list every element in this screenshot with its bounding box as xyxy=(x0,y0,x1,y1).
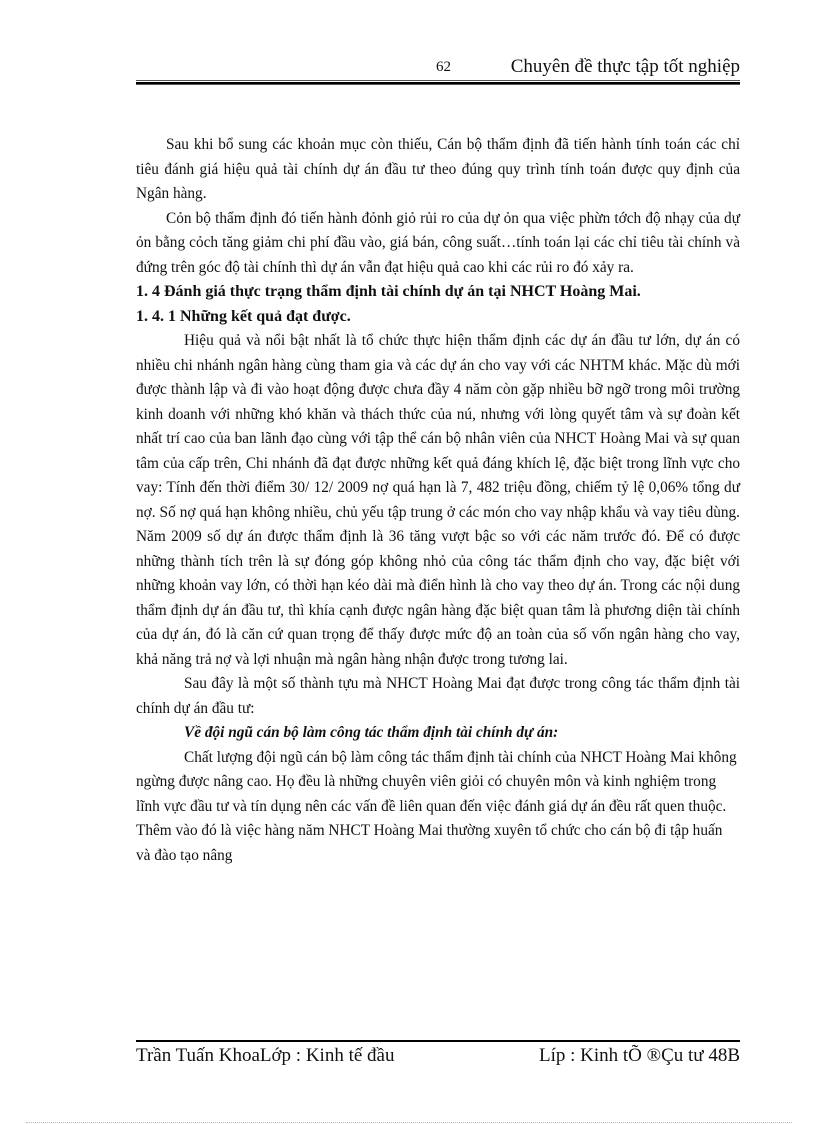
footer-class: Líp : Kinh tÕ ®Çu tư 48B xyxy=(538,1045,740,1066)
subsection-heading: 1. 4. 1 Những kết quả đạt được. xyxy=(136,307,351,325)
footer-author: Trần Tuấn KhoaLớp : Kinh tế đầu xyxy=(136,1045,395,1066)
paragraph: Hiệu quả và nổi bật nhất là tổ chức thực hiện thẩm định các dự án đầu tư lớn, dự án có nhiều chi nhánh ngân hàng cùng tham gia và các dự án cho vay với các NHTM khác. Mặc dù mới được thành lập và đi vào hoạt động được chưa đầy 4 năm còn gặp nhiều bỡ ngỡ trong môi trường kinh doanh với những khó khăn và thách thức của nú, nhưng với lòng quyết tâm và sự đoàn kết nhất trí cao của ban lãnh đạo cùng với tập thể cán bộ nhân viên của NHCT Hoàng Mai và sự quan tâm của cấp trên, Chi nhánh đã đạt được những kết quả đáng khích lệ, đặc biệt trong lĩnh vực cho vay: Tính đến thời điểm 30/ 12/ 2009 nợ quá hạn là 7, 482 triệu đồng, chiếm tỷ lệ 0,06% tổng dư nợ. Số nợ quá hạn không nhiều, chủ yếu tập trung ở các món cho vay nhập khẩu và vay tiêu dùng. Năm 2009 số dự án được thẩm định là 36 tăng vượt bậc so với các năm trước đó. Để có được những thành tích trên là sự đóng góp không nhỏ của công tác thẩm định cho vay, đặc biệt với những khoản vay lớn, có thời hạn kéo dài mà điển hình là cho vay theo dự án. Trong các nội dung thẩm định dự án đầu tư, thì khía cạnh được ngân hàng đặc biệt quan tâm là phương diện tài chính của dự án, đó là căn cứ quan trọng để thấy được mức độ an toàn của số vốn ngân hàng cho vay, khả năng trả nợ và lợi nhuận mà ngân hàng nhận được trong tương lai. xyxy=(136,332,740,668)
paragraph: Chất lượng đội ngũ cán bộ làm công tác thẩm định tài chính của NHCT Hoàng Mai không ngừng được nâng cao. Họ đều là những chuyên viên giỏi có chuyên môn và kinh nghiệm trong lĩnh vực đầu tư và tín dụng nên các vấn đề liên quan đến việc đánh giá dự án đều rất quen thuộc. Thêm vào đó là việc hàng năm NHCT Hoàng Mai thường xuyên tổ chức cho cán bộ đi tập huấn và đào tạo nâng xyxy=(136,748,737,864)
page-footer xyxy=(136,1045,740,1071)
footer-divider xyxy=(136,1040,740,1042)
section-heading: 1. 4 Đánh giá thực trạng thẩm định tài chính dự án tại NHCT Hoàng Mai. xyxy=(136,283,641,300)
page-header xyxy=(136,54,740,80)
paragraph: Cỏn bộ thẩm định đó tiến hành đỏnh giỏ rủi ro của dự ỏn qua việc phừn tớch độ nhạy của dự ỏn bằng cỏch tăng giảm chi phí đầu vào, giá bán, công suất…tính toán lại các chỉ tiêu tài chính và đứng trên góc độ tài chính thì dự án vẫn đạt hiệu quả cao khi các rủi ro đó xảy ra. xyxy=(136,209,740,276)
header-divider xyxy=(136,80,740,85)
paragraph: Sau khi bổ sung các khoản mục còn thiếu, Cán bộ thẩm định đã tiến hành tính toán các chỉ tiêu đánh giá hiệu quả tài chính dự án đầu tư theo đúng quy trình tính toán được quy định của Ngân hàng. xyxy=(136,136,740,202)
header-title: Chuyên đề thực tập tốt nghiệp xyxy=(510,56,740,77)
italic-subheading: Về đội ngũ cán bộ làm công tác thẩm định tài chính dự án: xyxy=(184,724,559,741)
page-number: 62 xyxy=(436,59,451,75)
paragraph: Sau đây là một số thành tựu mà NHCT Hoàng Mai đạt được trong công tác thẩm định tài chính dự án đầu tư: xyxy=(136,675,740,717)
document-body xyxy=(136,133,740,868)
